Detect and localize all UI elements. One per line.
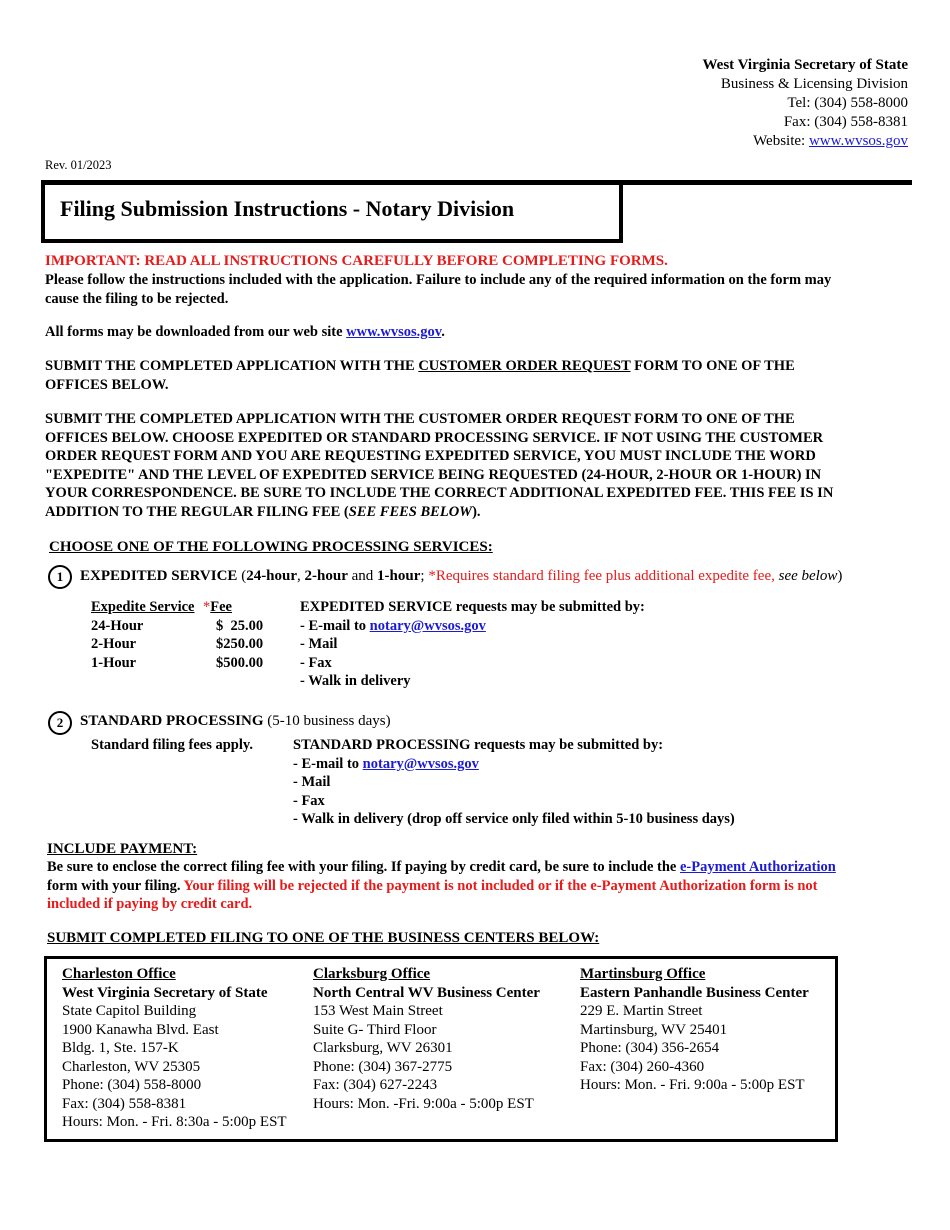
download-text: All forms may be downloaded from our web site www.wvsos.gov. bbox=[45, 324, 445, 340]
customer-order-request-text: CUSTOMER ORDER REQUEST bbox=[418, 358, 631, 374]
submit-instructions-1: SUBMIT THE COMPLETED APPLICATION WITH THE CUSTOMER ORDER REQUEST FORM TO ONE OF THE OFFICES BELOW. bbox=[45, 358, 795, 393]
office-clarksburg: Clarksburg Office North Central WV Business Center 153 West Main Street Suite G- Third Floor Clarksburg, WV 26301 Phone: (304) 367-2775 Fax: (304) 627-2243 Hours: Mon. -Fri. 9:00a - 5:00p EST bbox=[313, 966, 540, 1112]
agency-tel: Tel: (304) 558-8000 bbox=[787, 95, 908, 111]
download-link[interactable]: www.wvsos.gov bbox=[346, 324, 442, 340]
revision-label: Rev. 01/2023 bbox=[45, 158, 112, 172]
number-1-circle: 1 bbox=[48, 565, 72, 589]
expedited-service-title: EXPEDITED SERVICE (24-hour, 2-hour and 1-hour; *Requires standard filing fee plus additional expedite fee, see below) bbox=[80, 568, 843, 584]
office-org: West Virginia Secretary of State bbox=[62, 984, 268, 1001]
fee-header: *Fee bbox=[203, 599, 232, 615]
page-title: Filing Submission Instructions - Notary Division bbox=[60, 196, 515, 221]
office-name: Martinsburg Office bbox=[580, 966, 706, 982]
e-payment-authorization-link[interactable]: e-Payment Authorization bbox=[679, 859, 836, 875]
office-martinsburg: Martinsburg Office Eastern Panhandle Business Center 229 E. Martin Street Martinsburg, WV 25401 Phone: (304) 356-2654 Fax: (304) 260-4360 Hours: Mon. - Fri. 9:00a - 5:00p EST bbox=[580, 966, 809, 1093]
intro-text: Please follow the instructions included with the application. Failure to include any of the required information on the form may cause the filing to be rejected. bbox=[45, 272, 832, 307]
payment-text: Be sure to enclose the correct filing fee with your filing. If paying by credit card, be sure to include the e-Payment Authorization form with your filing. Your filing will be rejected if the payment is not included or if the e-Payment Authorization form is not included if paying by credit card. bbox=[47, 859, 836, 912]
expedite-fee-column bbox=[203, 598, 263, 672]
agency-fax: Fax: (304) 558-8381 bbox=[783, 114, 908, 130]
submit-instructions-2: SUBMIT THE COMPLETED APPLICATION WITH THE CUSTOMER ORDER REQUEST FORM TO ONE OF THE OFFICES BELOW. CHOOSE EXPEDITED OR STANDARD PROCESSING SERVICE. IF NOT USING THE CUSTOMER ORDER REQUEST FORM AND YOU ARE REQUESTING EXPEDITED SERVICE, YOU MUST INCLUDE THE WORD "EXPEDITE" AND THE LEVEL OF EXPEDITED SERVICE BEING REQUESTED (24-HOUR, 2-HOUR OR 1-HOUR) IN YOUR CORRESPONDENCE. BE SURE TO INCLUDE THE CORRECT ADDITIONAL EXPEDITED FEE. THIS FEE IS IN ADDITION TO THE REGULAR FILING FEE (SEE FEES BELOW). bbox=[45, 411, 834, 520]
expedite-row-service: 24-Hour bbox=[91, 617, 144, 634]
important-notice: IMPORTANT: READ ALL INSTRUCTIONS CAREFULLY BEFORE COMPLETING FORMS. bbox=[45, 253, 668, 269]
expedite-service-column bbox=[91, 598, 195, 672]
office-charleston: Charleston Office West Virginia Secretary of State State Capitol Building 1900 Kanawha Blvd. East Bldg. 1, Ste. 157-K Charleston, WV 25305 Phone: (304) 558-8000 Fax: (304) 558-8381 Hours: Mon. - Fri. 8:30a - 5:00p EST bbox=[62, 966, 287, 1130]
office-org: Eastern Panhandle Business Center bbox=[580, 984, 809, 1001]
standard-processing-title: STANDARD PROCESSING (5-10 business days) bbox=[80, 713, 391, 729]
expedited-email-link[interactable]: notary@wvsos.gov bbox=[369, 617, 486, 634]
standard-email-link[interactable]: notary@wvsos.gov bbox=[362, 755, 479, 772]
business-centers-heading: SUBMIT COMPLETED FILING TO ONE OF THE BUSINESS CENTERS BELOW: bbox=[47, 930, 600, 946]
agency-name: West Virginia Secretary of State bbox=[702, 57, 908, 73]
payment-heading: INCLUDE PAYMENT: bbox=[47, 841, 198, 857]
expedite-row-fee: $ 25.00 bbox=[216, 617, 264, 634]
agency-division: Business & Licensing Division bbox=[720, 76, 908, 92]
expedited-methods: EXPEDITED SERVICE requests may be submitted by: - E-mail to notary@wvsos.gov - Mail - Fax - Walk in delivery bbox=[300, 599, 645, 689]
website-link[interactable]: www.wvsos.gov bbox=[808, 133, 908, 149]
expedite-service-header: Expedite Service bbox=[91, 599, 195, 615]
expedite-row-fee: $250.00 bbox=[216, 636, 264, 652]
agency-header bbox=[702, 56, 908, 151]
expedite-row-service: 1-Hour bbox=[91, 654, 137, 671]
office-name: Clarksburg Office bbox=[313, 966, 431, 982]
office-org: North Central WV Business Center bbox=[313, 984, 540, 1001]
standard-fees-note: Standard filing fees apply. bbox=[91, 737, 253, 753]
choose-heading: CHOOSE ONE OF THE FOLLOWING PROCESSING SERVICES: bbox=[49, 539, 493, 555]
agency-website: Website: www.wvsos.gov bbox=[753, 133, 908, 149]
office-name: Charleston Office bbox=[62, 966, 176, 982]
standard-methods: STANDARD PROCESSING requests may be submitted by: - E-mail to notary@wvsos.gov - Mail - Fax - Walk in delivery (drop off service only filed within 5-10 business days) bbox=[293, 737, 735, 827]
expedite-row-fee: $500.00 bbox=[216, 654, 264, 671]
number-2-circle: 2 bbox=[48, 711, 72, 735]
expedite-row-service: 2-Hour bbox=[91, 636, 137, 652]
